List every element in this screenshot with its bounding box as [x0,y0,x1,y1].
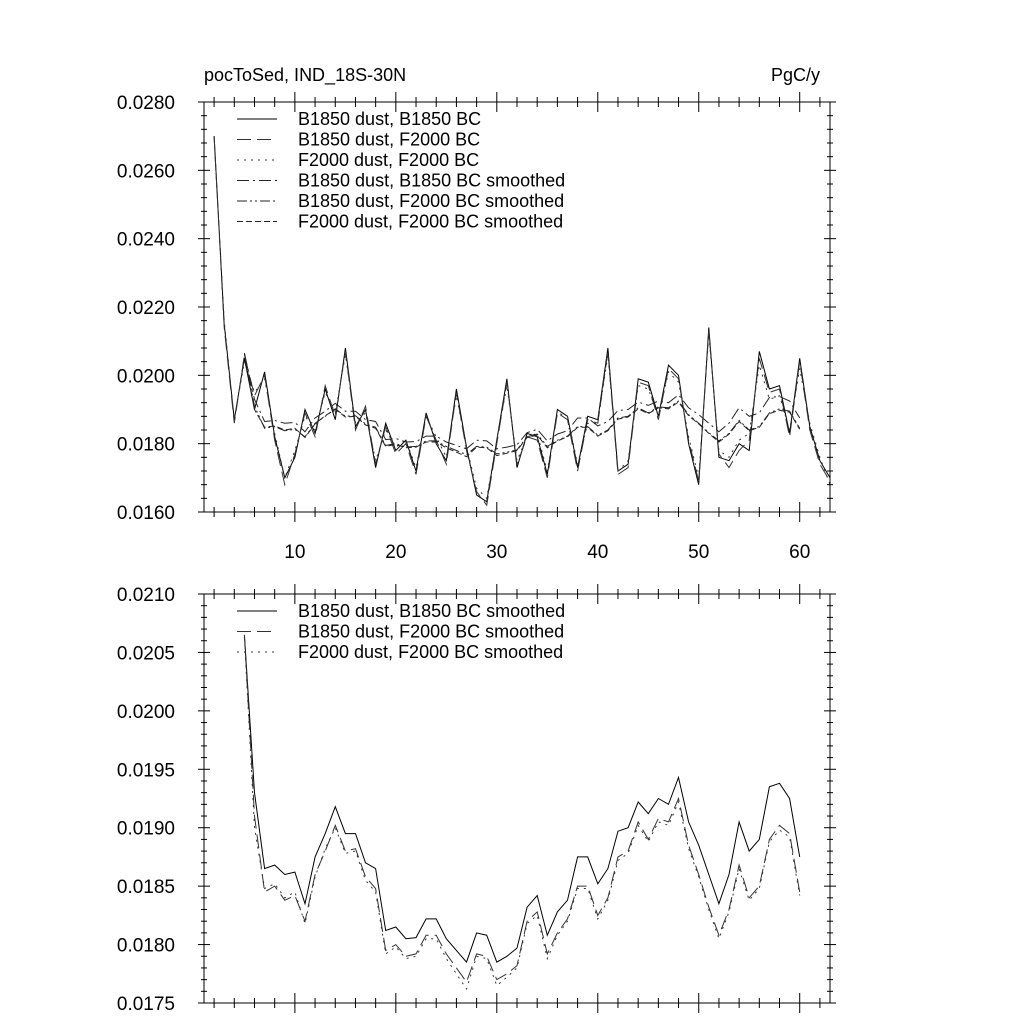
y-tick-label: 0.0175 [116,994,175,1015]
x-tick-label: 60 [789,542,811,563]
y-tick-label: 0.0200 [116,701,175,723]
legend-label: B1850 dust, F2000 BC smoothed [298,621,565,642]
y-tick-label: 0.0195 [116,760,175,782]
series-line-1 [244,635,799,962]
bottom-panel [117,584,836,1015]
y-tick-label: 0.0180 [116,434,175,456]
y-tick-label: 0.0200 [116,366,175,388]
legend-label: B1850 dust, F2000 BC smoothed [298,191,565,211]
x-tick-label: 30 [486,542,508,563]
y-tick-label: 0.0240 [116,229,175,251]
legend-label: B1850 dust, B1850 BC [298,109,482,129]
series-line-3 [244,637,799,989]
y-tick-label: 0.0190 [116,818,175,840]
chart-units: PgC/y [770,65,820,85]
x-tick-label: 40 [587,542,609,563]
legend-label: B1850 dust, F2000 BC [298,129,481,150]
y-tick-label: 0.0280 [116,93,175,114]
series-line-4 [244,353,799,449]
y-tick-label: 0.0205 [116,643,175,665]
y-tick-label: 0.0220 [116,298,175,319]
series-line-2 [244,635,799,982]
legend-label: F2000 dust, F2000 BC [298,150,480,170]
x-tick-label: 50 [688,542,710,563]
chart-title: pocToSed, IND_18S-30N [204,65,407,85]
legend-label: B1850 dust, B1850 BC smoothed [298,601,566,621]
x-tick-label: 20 [385,542,407,563]
series-line-6 [244,354,799,457]
legend-label: B1850 dust, B1850 BC smoothed [298,170,566,191]
y-tick-label: 0.0180 [116,935,175,957]
y-tick-label: 0.0260 [116,161,175,183]
legend-label: F2000 dust, F2000 BC smoothed [298,211,564,232]
y-tick-label: 0.0210 [116,585,175,606]
y-tick-label: 0.0160 [116,503,175,524]
y-tick-label: 0.0185 [116,877,175,899]
legend-label: F2000 dust, F2000 BC smoothed [298,642,564,662]
x-tick-label: 10 [284,542,306,563]
top-panel [117,92,836,563]
